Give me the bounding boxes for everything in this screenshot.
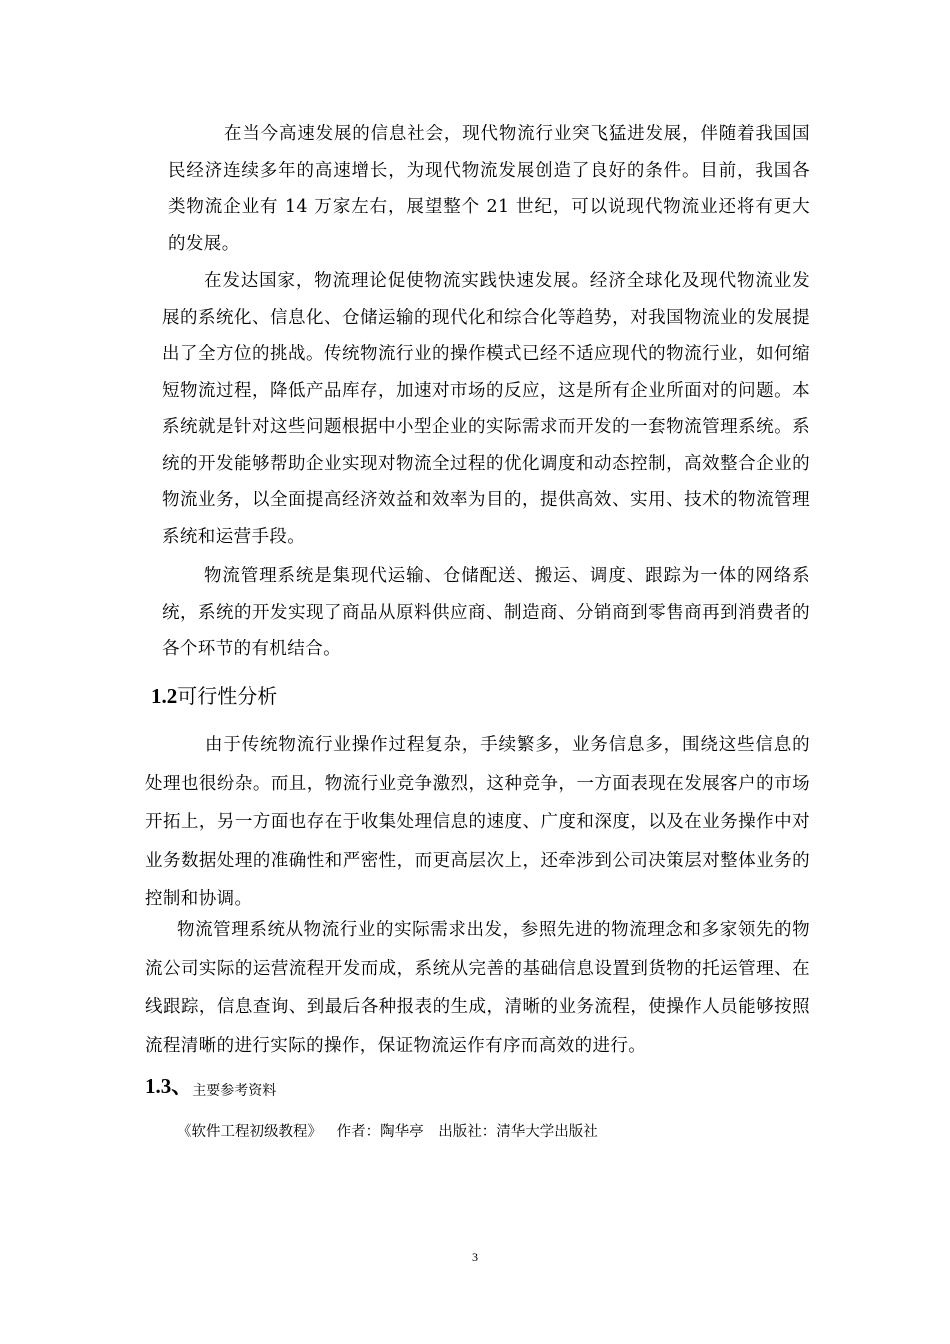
section-number: 1.2	[151, 684, 178, 708]
reference-author: 作者：陶华亭	[336, 1124, 424, 1140]
section-title: 主要参考资料	[192, 1083, 277, 1099]
reference-publisher: 出版社：清华大学出版社	[438, 1124, 598, 1140]
paragraph-system-definition: 物流管理系统是集现代运输、仓储配送、搬运、调度、跟踪为一体的网络系统，系统的开发实现了商品从原料供应商、制造商、分销商到零售商再到消费者的各个环节的有机结合。	[162, 566, 810, 659]
section-number: 1.3、	[145, 1074, 193, 1098]
section-heading-references	[145, 1070, 276, 1100]
section-title: 可行性分析	[177, 684, 278, 708]
section-heading-feasibility	[151, 680, 277, 709]
page-number: 3	[472, 1250, 478, 1264]
paragraph-feasibility-2: 物流管理系统从物流行业的实际需求出发，参照先进的物流理念和多家领先的物流公司实际的运营流程开发而成，系统从完善的基础信息设置到货物的托运管理、在线跟踪，信息查询、到最后各种报表的生成，清晰的业务流程，使操作人员能够按照流程清晰的进行实际的操作，保证物流运作有序而高效的进行。	[145, 920, 810, 1056]
paragraph-developed-countries: 在发达国家，物流理论促使物流实践快速发展。经济全球化及现代物流业发展的系统化、信息化、仓储运输的现代化和综合化等趋势，对我国物流业的发展提出了全方位的挑战。传统物流行业的操作模式已经不适应现代的物流行业，如何缩短物流过程，降低产品库存，加速对市场的反应，这是所有企业所面对的问题。本系统就是针对这些问题根据中小型企业的实际需求而开发的一套物流管理系统。系统的开发能够帮助企业实现对物流全过程的优化调度和动态控制，高效整合企业的物流业务，以全面提高经济效益和效率为目的，提供高效、实用、技术的物流管理系统和运营手段。	[162, 271, 810, 547]
paragraph-intro: 在当今高速发展的信息社会，现代物流行业突飞猛进发展，伴随着我国国民经济连续多年的高速增长，为现代物流发展创造了良好的条件。目前，我国各类物流企业有 14 万家左右，展望整个 21 世纪，可以说现代物流业还将有更大的发展。	[168, 124, 810, 254]
reference-entry	[177, 1120, 608, 1141]
reference-book-title: 《软件工程初级教程》	[177, 1124, 322, 1140]
paragraph-feasibility-1: 由于传统物流行业操作过程复杂，手续繁多，业务信息多，围绕这些信息的处理也很纷杂。而且，物流行业竞争激烈，这种竞争，一方面表现在发展客户的市场开拓上，另一方面也存在于收集处理信息的速度、广度和深度，以及在业务操作中对业务数据处理的准确性和严密性，而更高层次上，还牵涉到公司决策层对整体业务的控制和协调。	[145, 735, 810, 909]
